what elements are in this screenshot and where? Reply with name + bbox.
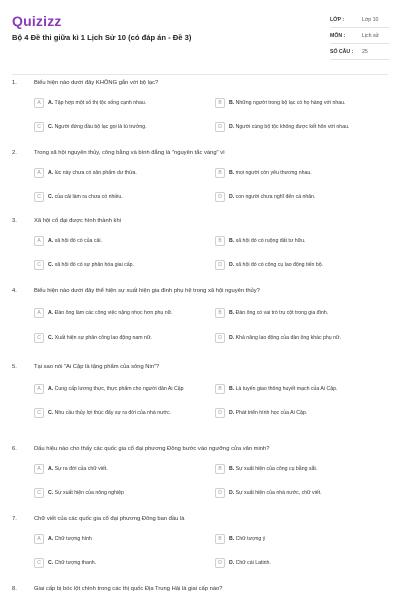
option-a[interactable] (34, 234, 206, 248)
option-letter: D (215, 122, 225, 132)
option-c[interactable] (34, 120, 206, 134)
question-text: Dấu hiệu nào cho thấy các quốc gia cổ đại phương Đông bước vào ngưỡng cửa văn minh? (34, 446, 270, 452)
option-key: A. (48, 535, 54, 542)
option-label: Chữ tượng thanh. (54, 559, 97, 566)
option-d[interactable] (215, 120, 390, 134)
option-text (229, 410, 307, 417)
option-letter: D (215, 260, 225, 270)
option-key: B. (229, 237, 235, 244)
option-key: C. (48, 409, 54, 416)
option-text (229, 194, 316, 201)
option-key: B. (229, 465, 235, 472)
option-a[interactable] (34, 302, 206, 324)
option-text (48, 262, 134, 269)
option-text (229, 238, 305, 245)
option-letter: C (34, 122, 44, 132)
option-label: con người chưa nghĩ đến cá nhân. (235, 193, 316, 200)
option-label: Nhu cầu thủy lợi thúc đẩy sự ra đời của nhà nước. (54, 409, 171, 416)
option-text (48, 335, 152, 342)
quizizz-logo: Quizizz (12, 13, 62, 29)
option-key: B. (229, 535, 235, 542)
option-text (229, 536, 265, 543)
option-key: A. (48, 99, 54, 106)
option-d[interactable] (215, 190, 390, 204)
question-text: Giai cấp bị bóc lột chính trong các thị quốc Địa Trung Hải là giai cấp nào? (34, 586, 223, 592)
question-number: 5. (12, 364, 17, 370)
option-text (48, 100, 146, 107)
worksheet-header (0, 0, 400, 66)
question-number: 6. (12, 446, 17, 452)
question-text: Trong xã hội nguyên thủy, công bằng và bình đẳng là "nguyên tắc vàng" vì (34, 150, 225, 156)
option-letter: A (34, 168, 44, 178)
option-letter: A (34, 534, 44, 544)
option-text (48, 238, 102, 245)
option-key: C. (48, 559, 54, 566)
worksheet-title: Bộ 4 Đề thi giữa kì 1 Lịch Sử 10 (có đáp án - Đề 3) (12, 33, 192, 42)
option-key: C. (48, 489, 54, 496)
option-label: Sự xuất hiện của công cụ bằng sắt. (235, 465, 318, 472)
option-letter: B (215, 98, 225, 108)
meta-label: MÔN : (330, 32, 346, 39)
option-b[interactable] (215, 306, 390, 320)
option-b[interactable] (215, 532, 390, 546)
option-key: D. (229, 123, 235, 130)
option-text (48, 536, 92, 543)
option-c[interactable] (34, 258, 206, 272)
option-a[interactable] (34, 462, 206, 476)
meta-value: 25 (362, 48, 368, 55)
question-number: 1. (12, 80, 17, 86)
question-number: 2. (12, 150, 17, 156)
option-label: xã hội đó có sự phân hóa giai cấp. (54, 261, 134, 268)
option-key: B. (229, 385, 235, 392)
option-letter: B (215, 384, 225, 394)
option-c[interactable] (34, 331, 206, 345)
option-letter: A (34, 464, 44, 474)
option-label: xã hội đó có ruộng đất tư hữu. (235, 237, 306, 244)
header-divider (12, 74, 388, 75)
question-number: 8. (12, 586, 17, 592)
option-text (48, 170, 137, 177)
option-label: Sự xuất hiện của nông nghiệp (54, 489, 124, 496)
option-c[interactable] (34, 402, 206, 424)
option-a[interactable] (34, 166, 206, 180)
option-c[interactable] (34, 556, 206, 570)
option-c[interactable] (34, 486, 206, 500)
option-label: lúc này chưa có sản phẩm dư thừa. (54, 169, 137, 176)
option-letter: D (215, 408, 225, 418)
option-text (229, 335, 341, 342)
option-text (229, 124, 349, 131)
option-key: C. (48, 334, 54, 341)
question-text: Biểu hiện nào dưới đây KHÔNG gắn với bộ lạc? (34, 80, 159, 86)
option-letter: D (215, 488, 225, 498)
option-label: Phát triển hình học của Ai Cập. (235, 409, 308, 416)
option-key: D. (229, 559, 235, 566)
option-label: mọi người còn yêu thương nhau. (235, 169, 312, 176)
option-b[interactable] (215, 462, 390, 476)
option-label: Đàn ông có vai trò trụ cột trong gia đình. (235, 309, 329, 316)
option-text (48, 386, 198, 393)
option-text (229, 560, 271, 567)
option-letter: C (34, 192, 44, 202)
option-letter: A (34, 98, 44, 108)
option-letter: C (34, 558, 44, 568)
option-d[interactable] (215, 556, 390, 570)
option-label: Là tuyến giao thông huyết mạch của Ai Cập. (235, 385, 338, 392)
option-text (229, 100, 345, 107)
option-d[interactable] (215, 406, 390, 420)
option-label: Người đứng đầu bộ lạc gọi là tù trưởng. (54, 123, 147, 130)
option-text (48, 124, 147, 131)
option-b[interactable] (215, 96, 390, 110)
option-c[interactable] (34, 190, 206, 204)
meta-value: Lịch sử (362, 32, 380, 39)
option-letter: D (215, 558, 225, 568)
option-key: C. (48, 261, 54, 268)
option-label: Chữ tượng hình (54, 535, 92, 542)
option-d[interactable] (215, 258, 390, 272)
option-label: Chữ cái Latinh. (235, 559, 271, 566)
option-letter: A (34, 384, 44, 394)
option-a[interactable] (34, 378, 206, 400)
option-key: B. (229, 169, 235, 176)
option-label: xã hội đó có của cải. (54, 237, 102, 244)
option-text (48, 410, 198, 417)
option-letter: B (215, 534, 225, 544)
option-key: D. (229, 334, 235, 341)
option-key: D. (229, 261, 235, 268)
option-key: A. (48, 169, 54, 176)
option-text (48, 466, 108, 473)
meta-label: LỚP : (330, 16, 345, 23)
option-text (48, 310, 198, 317)
question-text: Tại sao nói "Ai Cập là tặng phẩm của sông Nin"? (34, 364, 160, 370)
option-letter: C (34, 488, 44, 498)
option-key: D. (229, 489, 235, 496)
option-label: Xuất hiện sự phân công lao động nam nữ. (54, 334, 152, 341)
meta-row-class (330, 12, 390, 28)
option-a[interactable] (34, 532, 206, 546)
option-label: xã hội đó có công cụ lao động tiến bộ. (235, 261, 324, 268)
question-number: 7. (12, 516, 17, 522)
option-d[interactable] (215, 486, 390, 500)
option-key: A. (48, 237, 54, 244)
meta-row-subject (330, 28, 390, 44)
option-key: C. (48, 123, 54, 130)
option-key: B. (229, 99, 235, 106)
option-label: của cải làm ra chưa có nhiều. (54, 193, 123, 200)
meta-value: Lớp 10 (362, 16, 379, 23)
option-letter: D (215, 192, 225, 202)
option-b[interactable] (215, 234, 390, 248)
question-text: Biểu hiện nào dưới đây thể hiện sự xuất hiện gia đình phụ hệ trong xã hội nguyên thủy? (34, 288, 260, 294)
option-label: Những người trong bộ lạc có họ hàng với nhau. (235, 99, 346, 106)
option-letter: A (34, 308, 44, 318)
option-a[interactable] (34, 96, 206, 110)
option-text (48, 194, 123, 201)
option-key: A. (48, 309, 54, 316)
option-letter: B (215, 308, 225, 318)
question-number: 3. (12, 218, 17, 224)
option-text (229, 490, 322, 497)
meta-row-count (330, 44, 390, 60)
option-letter: C (34, 260, 44, 270)
option-label: Tập hợp một số thị tộc sống cạnh nhau. (54, 99, 147, 106)
option-label: Chữ tượng ý (235, 535, 266, 542)
option-label: Sự ra đời của chữ viết. (54, 465, 108, 472)
option-key: A. (48, 465, 54, 472)
option-label: Khả năng lao động của đàn ông khác phụ nữ. (235, 334, 341, 341)
option-label: Đàn ông làm các công việc nặng nhọc hơn phụ nữ. (54, 309, 173, 316)
option-text (229, 170, 312, 177)
option-text (48, 560, 96, 567)
option-text (229, 262, 323, 269)
worksheet-meta (330, 12, 390, 60)
meta-label: SỐ CÂU : (330, 48, 354, 55)
option-d[interactable] (215, 331, 390, 345)
option-key: B. (229, 309, 235, 316)
option-key: D. (229, 193, 235, 200)
option-text (229, 386, 337, 393)
option-letter: C (34, 333, 44, 343)
option-label: Cung cấp lương thực, thực phẩm cho người dân Ai Cập (54, 385, 184, 392)
option-b[interactable] (215, 382, 390, 396)
option-text (229, 466, 317, 473)
option-key: C. (48, 193, 54, 200)
option-label: Người cùng bộ tộc không được kết hôn với nhau. (235, 123, 350, 130)
option-letter: C (34, 408, 44, 418)
option-key: A. (48, 385, 54, 392)
option-label: Sự xuất hiện của nhà nước, chữ viết. (235, 489, 322, 496)
option-key: D. (229, 409, 235, 416)
option-letter: A (34, 236, 44, 246)
question-number: 4. (12, 288, 17, 294)
option-text (229, 310, 328, 317)
option-letter: B (215, 236, 225, 246)
option-text (48, 490, 124, 497)
question-text: Chữ viết của các quốc gia cổ đại phương Đông ban đầu là (34, 516, 185, 522)
question-text: Xã hội cổ đại được hình thành khi (34, 218, 121, 224)
option-letter: B (215, 168, 225, 178)
option-letter: D (215, 333, 225, 343)
option-letter: B (215, 464, 225, 474)
option-b[interactable] (215, 166, 390, 180)
